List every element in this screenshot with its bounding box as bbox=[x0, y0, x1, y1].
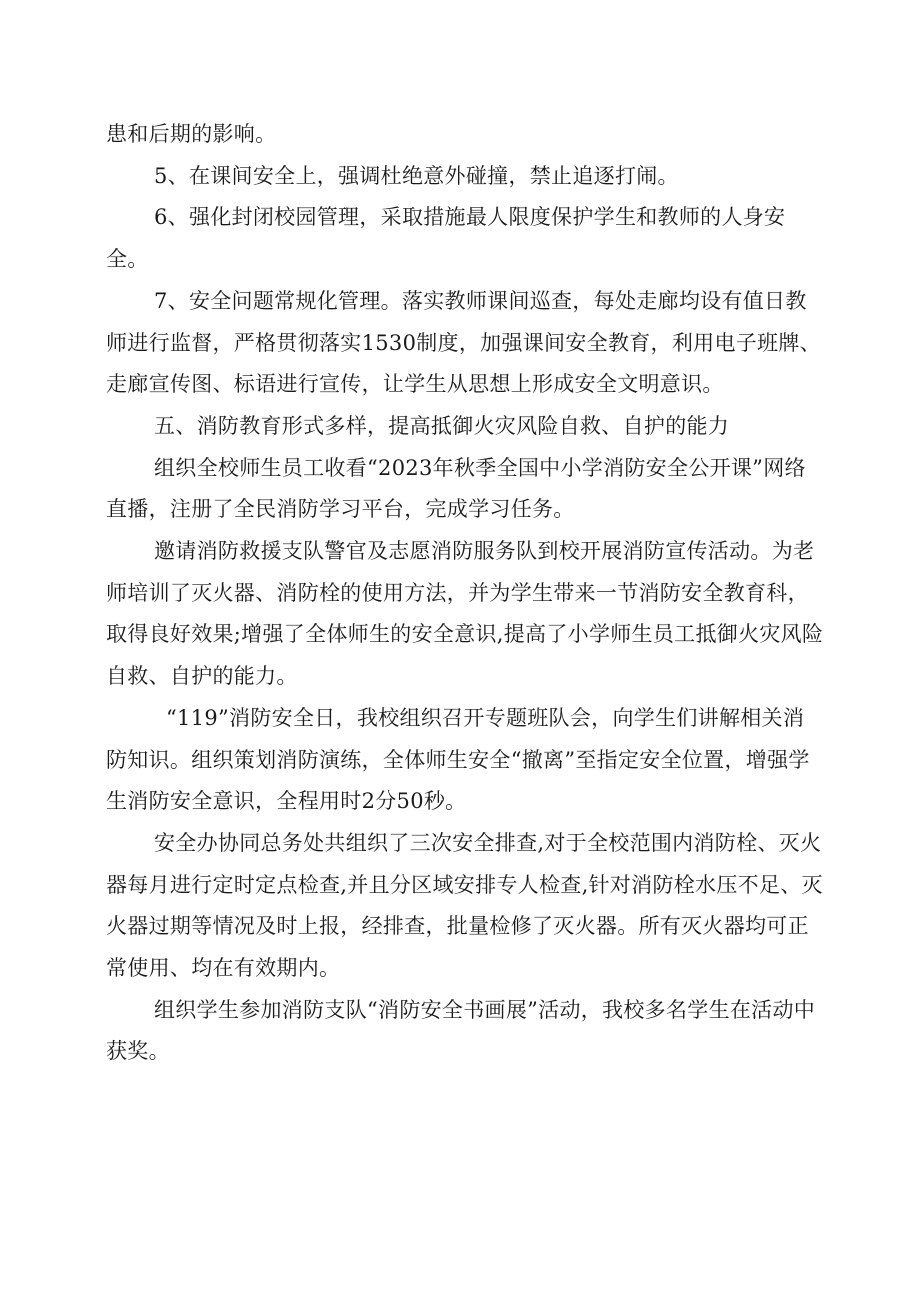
paragraph-119-day: “119”消防安全日，我校组织召开专题班队会，向学生们讲解相关消防知识。组织策划消防演练，全体师生安全“撤离”至指定安全位置，增强学生消防安全意识，全程用时2分50秒。 bbox=[106, 705, 810, 814]
paragraph-continuation: 患和后期的影响。 bbox=[106, 122, 277, 146]
section-heading-5: 五、消防教育形式多样，提高抵御火灾风险自救、自护的能力 bbox=[154, 413, 730, 438]
paragraph-item-5: 5、在课间安全上，强调杜绝意外碰撞，禁止追逐打闹。 bbox=[154, 163, 679, 188]
paragraph-item-7: 7、安全问题常规化管理。落实教师课间巡查，每处走廊均设有值日教师进行监督，严格贯彻落实1530制度，加强课间安全教育，利用电子班牌、走廊宣传图、标语进行宣传，让学生从思想上形成安全文明意识。 bbox=[106, 288, 821, 397]
paragraph-art-exhibition: 组织学生参加消防支队“消防安全书画展”活动，我校多名学生在活动中获奖。 bbox=[106, 997, 816, 1064]
document-body bbox=[106, 114, 824, 1073]
paragraph-livestream: 组织全校师生员工收看“2023年秋季全国中小学消防安全公开课”网络直播，注册了全民消防学习平台，完成学习任务。 bbox=[106, 455, 806, 522]
paragraph-item-6: 6、强化封闭校园管理，采取措施最人限度保护学生和教师的人身安全。 bbox=[106, 205, 786, 272]
paragraph-safety-inspection: 安全办协同总务处共组织了三次安全排查,对于全校范围内消防栓、灭火器每月进行定时定点检查,并且分区域安排专人检查,针对消防栓水压不足、灭火器过期等情况及时上报，经排查，批量检修了灭火器。所有灭火器均可正常使用、均在有效期内。 bbox=[106, 830, 823, 981]
paragraph-fire-brigade-visit: 邀请消防救援支队警官及志愿消防服务队到校开展消防宣传活动。为老师培训了灭火器、消防栓的使用方法，并为学生带来一节消防安全教育科，取得良好效果;增强了全体师生的安全意识,提高了小学师生员工抵御火灾风险自救、自护的能力。 bbox=[106, 539, 824, 689]
